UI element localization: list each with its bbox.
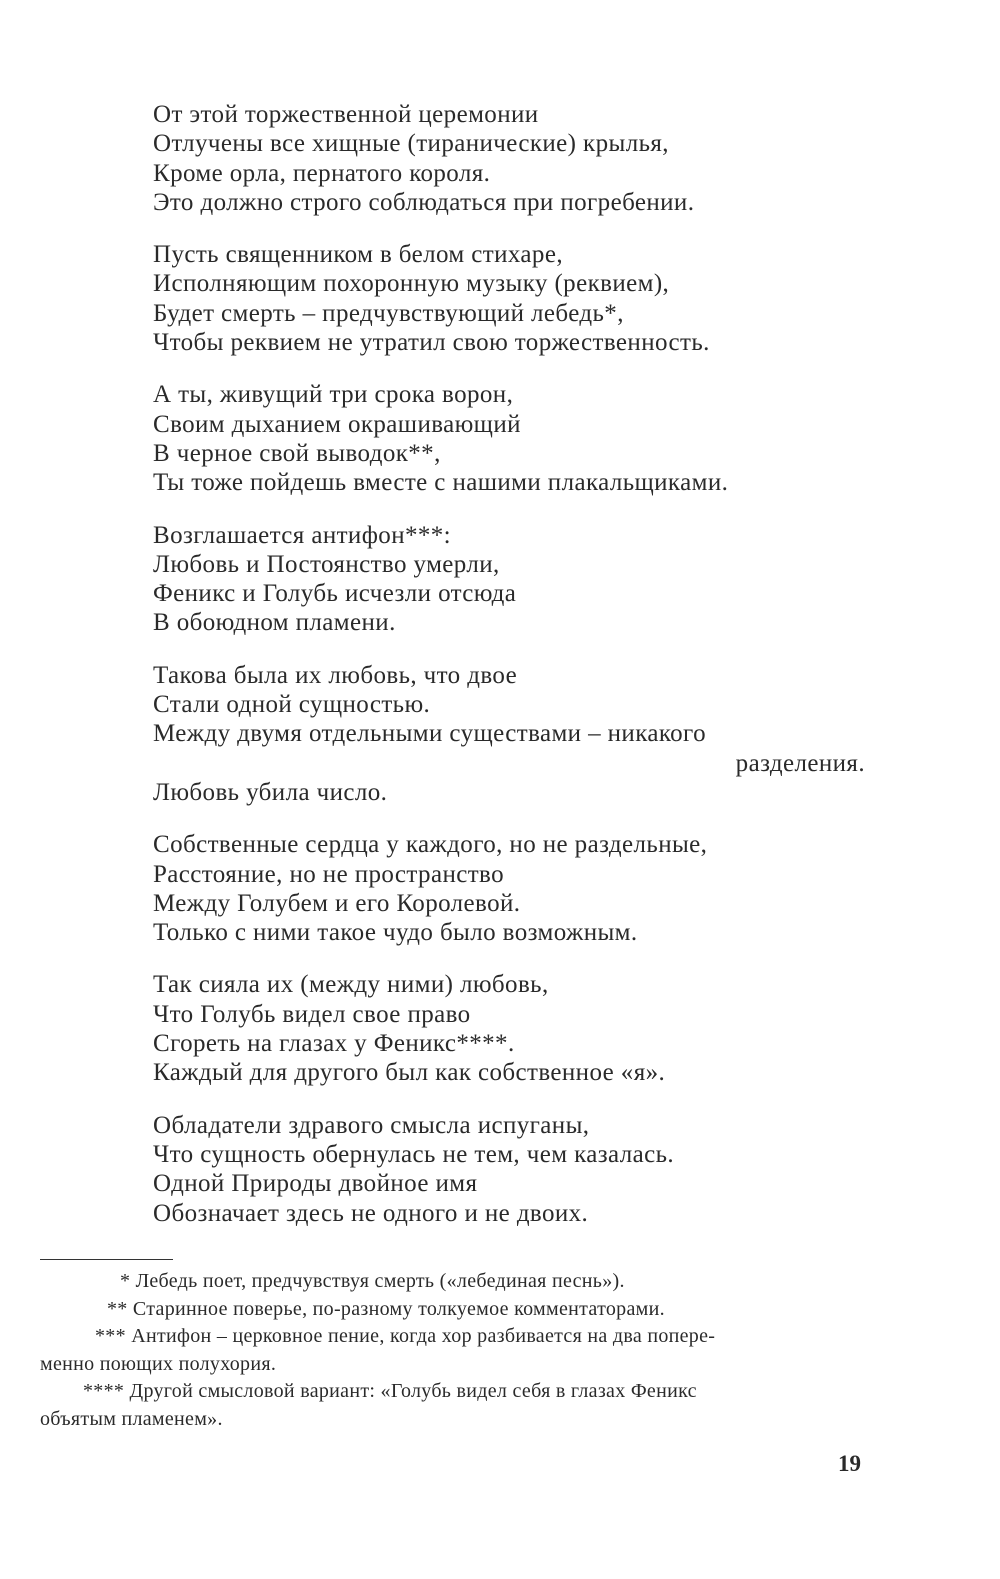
poem-line: Только с ними такое чудо было возможным. xyxy=(153,919,638,947)
stanza xyxy=(153,830,873,947)
footnote: *** Антифон – церковное пение, когда хор разбивается на два попере- xyxy=(95,1325,716,1347)
poem-line: Между Голубем и его Королевой. xyxy=(153,889,521,917)
poem-line: Феникс и Голубь исчезли отсюда xyxy=(153,580,517,608)
poem-line: Между двумя отдельными существами – никакого xyxy=(153,720,706,748)
poem-line: Сгореть на глазах у Феникс****. xyxy=(153,1030,515,1058)
poem-line: Возглашается антифон***: xyxy=(153,521,452,549)
poem-line: Пусть священником в белом стихаре, xyxy=(153,241,563,269)
poem-line: В черное свой выводок**, xyxy=(153,439,441,467)
footnote-divider xyxy=(40,1259,173,1260)
footnote: * Лебедь поет, предчувствуя смерть («лебединая песнь»). xyxy=(120,1270,625,1292)
footnote: **** Другой смысловой вариант: «Голубь видел себя в глазах Феникс xyxy=(83,1380,697,1402)
stanza xyxy=(153,970,873,1087)
poem-line: От этой торжественной церемонии xyxy=(153,101,539,128)
footnote-continuation: менно поющих полухория. xyxy=(40,1352,277,1375)
poem-line: Чтобы реквием не утратил свою торжественность. xyxy=(153,329,710,357)
poem-line: Обладатели здравого смысла испуганы, xyxy=(153,1111,590,1139)
stanza xyxy=(153,1111,873,1228)
poem-line: Что сущность обернулась не тем, чем казалась. xyxy=(153,1140,675,1168)
poem-line: Любовь убила число. xyxy=(153,778,388,806)
poem-line: Так сияла их (между ними) любовь, xyxy=(153,971,549,999)
poem-line: Любовь и Постоянство умерли, xyxy=(153,550,500,578)
footnote: ** Старинное поверье, по-разному толкуемое комментаторами. xyxy=(107,1297,665,1320)
stanza xyxy=(153,380,873,497)
stanza xyxy=(153,240,873,357)
poem-line: Это должно строго соблюдаться при погребении. xyxy=(153,188,695,216)
poem-line: Стали одной сущностью. xyxy=(153,691,431,719)
stanza xyxy=(153,521,873,638)
poem-line: Что Голубь видел свое право xyxy=(153,1000,471,1028)
poem-line: Собственные сердца у каждого, но не раздельные, xyxy=(153,831,708,859)
poem-line: Обозначает здесь не одного и не двоих. xyxy=(153,1199,589,1227)
poem-line: Ты тоже пойдешь вместе с нашими плакальщиками. xyxy=(153,469,729,497)
poem-line: Кроме орла, пернатого короля. xyxy=(153,159,491,187)
stanza xyxy=(153,100,873,217)
poem-body xyxy=(153,100,873,1251)
stanza xyxy=(153,661,873,807)
page-number: 19 xyxy=(838,1451,861,1476)
footnotes xyxy=(40,1268,868,1433)
poem-line: Такова была их любовь, что двое xyxy=(153,661,518,689)
poem-line: Отлучены все хищные (тиранические) крылья, xyxy=(153,130,669,158)
poem-line: Исполняющим похоронную музыку (реквием), xyxy=(153,270,670,298)
footnote-continuation: объятым пламенем». xyxy=(40,1407,223,1430)
poem-line: Своим дыханием окрашивающий xyxy=(153,410,521,438)
poem-line: В обоюдном пламени. xyxy=(153,609,396,637)
poem-line: Расстояние, но не пространство xyxy=(153,860,504,888)
poem-line: Будет смерть – предчувствующий лебедь*, xyxy=(153,299,624,327)
poem-line-continuation: разделения. xyxy=(735,749,865,777)
poem-line: Каждый для другого был как собственное «я». xyxy=(153,1059,666,1087)
poem-line: Одной Природы двойное имя xyxy=(153,1170,478,1198)
poem-line: А ты, живущий три срока ворон, xyxy=(153,381,514,409)
